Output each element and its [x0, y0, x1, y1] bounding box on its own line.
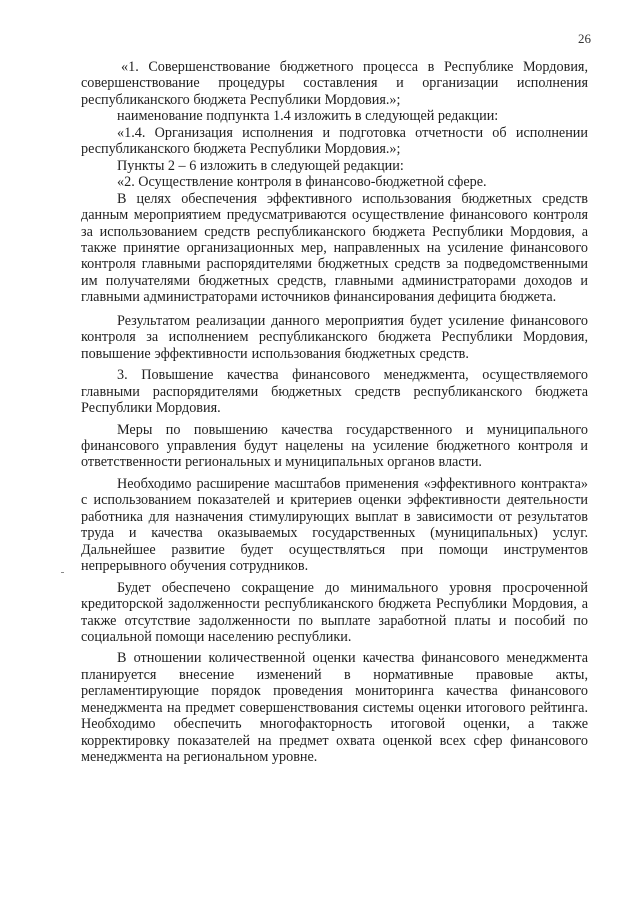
paragraph-10: Необходимо расширение масштабов применения «эффективного контракта» с использованием показателей и критериев оценки эффективности деятельности работника для назначения стимулирующих выплат в зависимости от результатов труда и качества оказываемых государственных (муниципальных) услуг. Дальнейшее развитие будет осуществляться при помощи инструментов непрерывного обучения сотрудников.	[81, 475, 588, 575]
document-body	[81, 59, 588, 766]
page-number: 26	[578, 31, 591, 46]
paragraph-9: Меры по повышению качества государственного и муниципального финансового управления будут нацелены на усиление бюджетного контроля и ответственности региональных и муниципальных органов власти.	[81, 421, 588, 471]
paragraph-11: Будет обеспечено сокращение до минимального уровня просроченной кредиторской задолженности республиканского бюджета Республики Мордовия, а также отсутствие задолженности по выплате заработной платы и пособий по социальной помощи населению республики.	[81, 579, 588, 645]
paragraph-2: наименование подпункта 1.4 изложить в следующей редакции:	[117, 108, 499, 125]
paragraph-4: Пункты 2 – 6 изложить в следующей редакции:	[117, 157, 404, 174]
margin-mark	[61, 572, 64, 573]
paragraph-6: В целях обеспечения эффективного использования бюджетных средств данным мероприятием предусматриваются осуществление финансового контроля за использованием средств республиканского бюджета Республики Мордовия, а также принятие организационных мер, направленных на усиление финансового контроля главными распорядителями бюджетных средств за подведомственными им получателями бюджетных средств, главными администраторами доходов и главными администраторами источников финансирования дефицита бюджета.	[81, 190, 588, 306]
paragraph-8: 3. Повышение качества финансового менеджмента, осуществляемого главными распорядителями бюджетных средств республиканского бюджета Республики Мордовия.	[81, 367, 588, 417]
paragraph-1: «1. Совершенствование бюджетного процесса в Республике Мордовия, совершенствование процедуры составления и организации исполнения республиканского бюджета Республики Мордовия.»;	[81, 59, 588, 108]
paragraph-5: «2. Осуществление контроля в финансово-бюджетной сфере.	[117, 174, 487, 191]
paragraph-3: «1.4. Организация исполнения и подготовка отчетности об исполнении республиканского бюджета Республики Мордовия.»;	[81, 124, 588, 158]
paragraph-12: В отношении количественной оценки качества финансового менеджмента планируется внесение изменений в нормативные правовые акты, регламентирующие порядок проведения мониторинга качества финансового менеджмента на предмет совершенствования системы оценки итогового рейтинга. Необходимо обеспечить многофакторность итоговой оценки, а также корректировку показателей на предмет охвата оценкой всех сфер финансового менеджмента на региональном уровне.	[81, 650, 588, 766]
paragraph-7: Результатом реализации данного мероприятия будет усиление финансового контроля за исполнением республиканского бюджета Республики Мордовия, повышение эффективности использования бюджетных средств.	[81, 312, 588, 362]
